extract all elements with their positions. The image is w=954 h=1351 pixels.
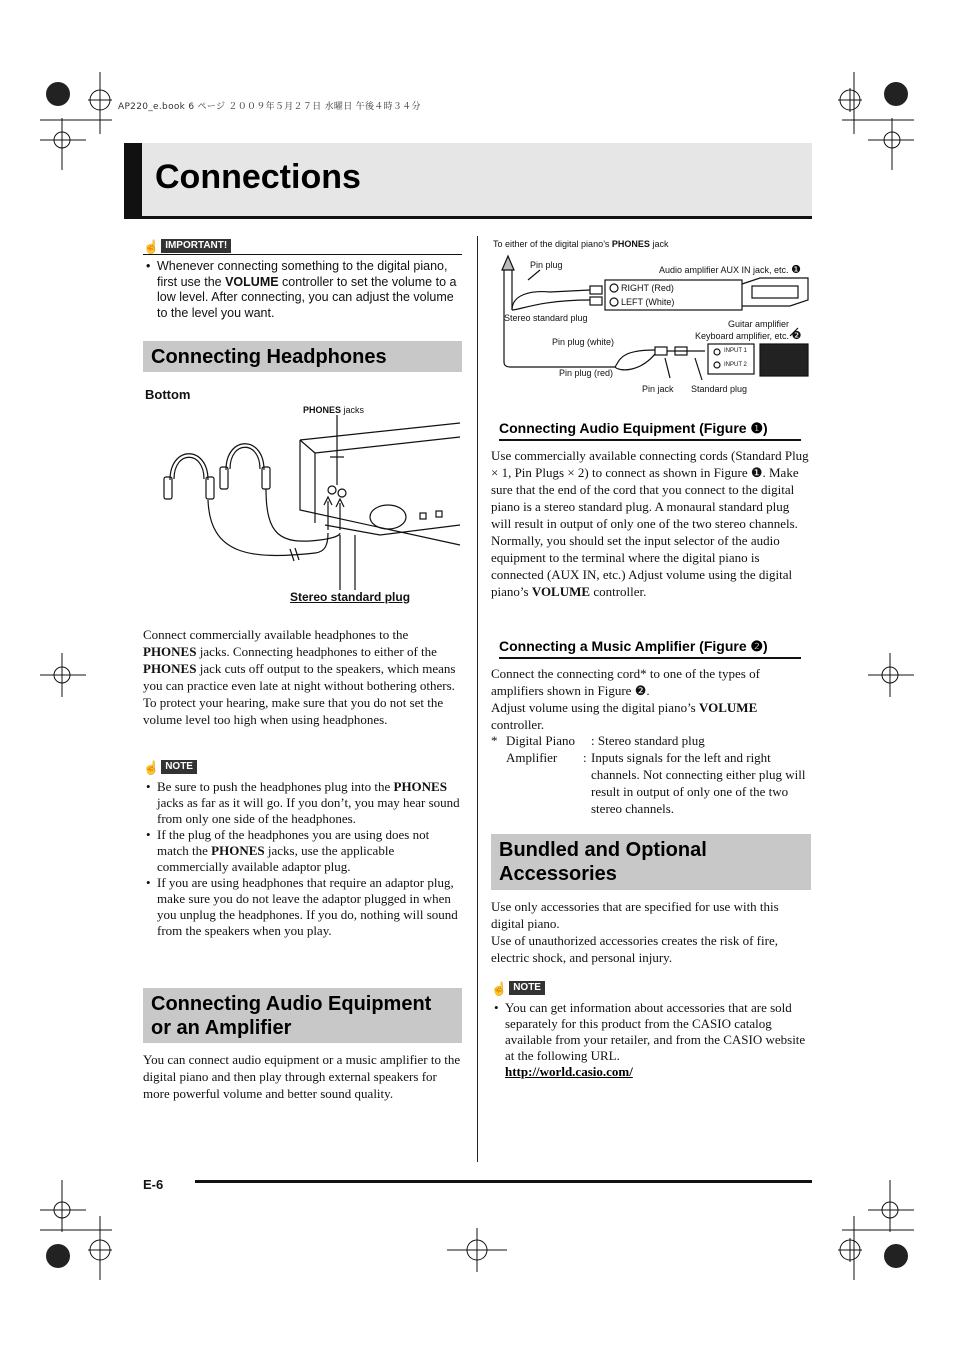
figure2-footnote: * Digital Piano : Stereo standard plug Amplifier : Inputs signals for the left and right channels. Not connecting either plug will result in output of only one of the two stereo channels.	[491, 733, 806, 816]
important-item: • Whenever connecting something to the digital piano, first use the VOLUME controller to set the volume to a low level. After connecting, you can adjust the volume to the level you want.	[143, 259, 462, 321]
input1-label: INPUT 1	[724, 348, 747, 354]
note-item: • You can get information about accessories that are sold separately for this product from the CASIO catalog available from your retailer, and from the CASIO website at the following URL. http://world.casio.com/	[491, 1000, 811, 1080]
footer-rule	[195, 1180, 812, 1183]
stereo-plug-label: Stereo standard plug	[290, 590, 411, 604]
standard-plug-label: Standard plug	[691, 384, 748, 394]
keyboard-amp-label: Keyboard amplifier, etc. ❷	[695, 330, 802, 342]
pin-plug-red-label: Pin plug (red)	[559, 368, 614, 378]
accessories-note-list	[491, 1000, 811, 1080]
subheading-figure1: Connecting Audio Equipment (Figure ❶)	[499, 420, 801, 441]
important-list	[143, 259, 462, 321]
section-heading-accessories: Bundled and Optional Accessories	[491, 834, 811, 890]
important-box	[143, 239, 462, 321]
left-white-label: LEFT (White)	[621, 297, 675, 307]
casio-url-link[interactable]: http://world.casio.com/	[505, 1064, 633, 1079]
figure-label-bottom: Bottom	[145, 387, 191, 402]
right-red-label: RIGHT (Red)	[621, 283, 674, 293]
note-item: • Be sure to push the headphones plug into the PHONES jacks as far as it will go. If you don’t, you may hear sound from only one side of the headphones.	[143, 779, 463, 827]
note-item: • If you are using headphones that require an adaptor plug, make sure you do not leave the adaptor plugged in when you unplug the headphones. If you do, nothing will sound from the speakers when you play.	[143, 875, 463, 939]
note-badge: NOTE	[161, 760, 197, 774]
warning-hand-icon: ☝	[143, 239, 160, 254]
pin-jack-label: Pin jack	[642, 384, 674, 394]
section-heading-headphones: Connecting Headphones	[143, 341, 462, 372]
figure2-paragraph: Connect the connecting cord* to one of the types of amplifiers shown in Figure ❷. Adjust volume using the digital piano’s VOLUME controller.	[491, 666, 760, 732]
section-heading-audio: Connecting Audio Equipment or an Amplifier	[143, 988, 462, 1043]
important-badge: IMPORTANT!	[161, 239, 231, 253]
column-divider	[477, 236, 478, 1162]
headphones-note	[143, 760, 463, 939]
figure-top-label: To either of the digital piano’s PHONES jack	[493, 239, 669, 249]
aux-label: Audio amplifier AUX IN jack, etc. ❶	[659, 264, 801, 276]
note-badge: NOTE	[509, 981, 545, 995]
headphones-illustration	[150, 405, 462, 605]
stereo-standard-plug-label: Stereo standard plug	[504, 313, 588, 323]
audio-paragraph: You can connect audio equipment or a music amplifier to the digital piano and then play through external speakers for more powerful volume and better sound quality.	[143, 1052, 461, 1101]
accessories-note	[491, 981, 811, 1080]
important-rule	[143, 254, 462, 255]
headphones-note-list	[143, 779, 463, 939]
subheading-figure2: Connecting a Music Amplifier (Figure ❷)	[499, 638, 801, 659]
page-title: Connections	[155, 158, 361, 196]
title-bar-accent	[124, 143, 142, 219]
figure1-paragraph: Use commercially available connecting cords (Standard Plug × 1, Pin Plugs × 2) to connect as shown in Figure ❶. Make sure that the end of the cord that you connect to the digital piano is a stereo standard plug. A monaural standard plug will result in output of only one of the two stereo channels. Normally, you should set the input selector of the audio equipment to the terminal where the digital piano is connected (AUX IN, etc.) Adjust volume using the digital piano’s VOLUME controller.	[491, 448, 809, 599]
header-meta: AP220_e.book 6 ページ ２００９年５月２７日 水曜日 午後４時３４分	[118, 102, 421, 112]
page-number: E-6	[143, 1177, 164, 1192]
accessories-paragraph: Use only accessories that are specified for use with this digital piano. Use of unauthorized accessories creates the risk of fire, electric shock, and personal injury.	[491, 899, 779, 965]
note-hand-icon: ☝	[143, 760, 160, 775]
input2-label: INPUT 2	[724, 362, 747, 368]
pin-plug-white-label: Pin plug (white)	[552, 337, 615, 347]
headphones-paragraph: Connect commercially available headphones to the PHONES jacks. Connecting headphones to either of the PHONES jack cuts off output to the speakers, which means you can practice even late at night without bothering others. To protect your hearing, make sure that you do not set the volume level too high when using headphones.	[143, 627, 456, 727]
note-item: • If the plug of the headphones you are using does not match the PHONES jacks, use the applicable commercially available adaptor plug.	[143, 827, 463, 875]
phones-jacks-label: PHONES jacks	[303, 405, 365, 415]
note-hand-icon: ☝	[491, 981, 508, 996]
guitar-amp-label: Guitar amplifier	[728, 319, 790, 329]
pin-plug-label: Pin plug	[530, 260, 563, 270]
